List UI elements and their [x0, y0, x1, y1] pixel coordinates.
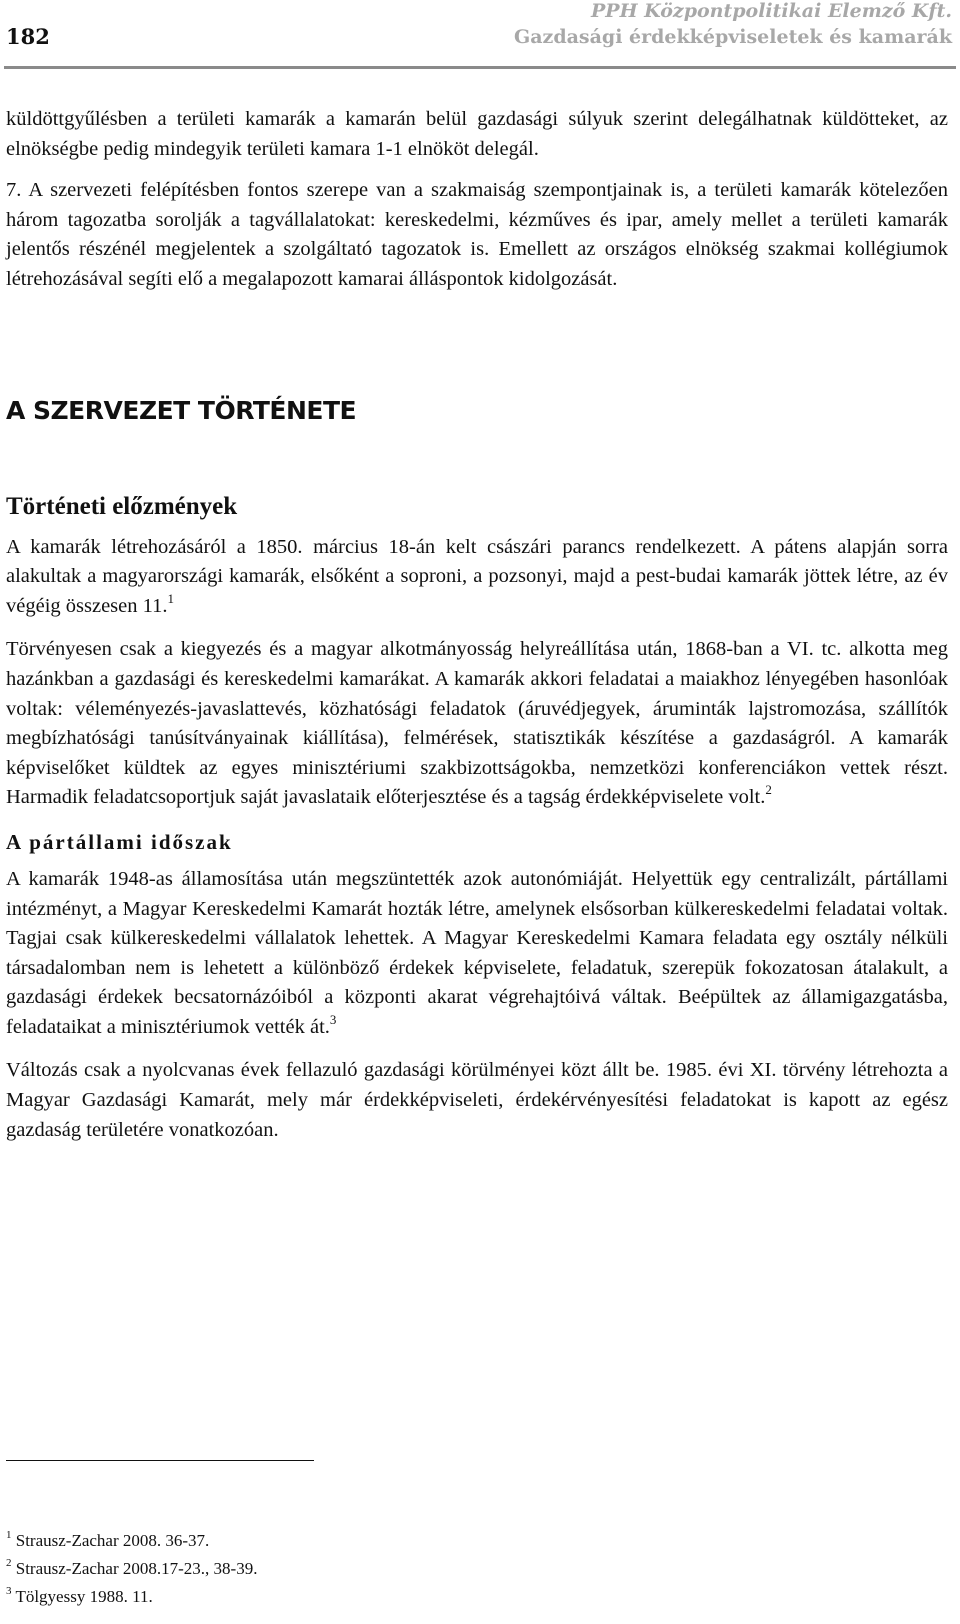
page-number: 182	[6, 24, 50, 49]
subsection-title: Történeti előzmények	[6, 492, 238, 520]
footnote-number: 3	[6, 1585, 12, 1597]
running-title: Gazdasági érdekképviseletek és kamarák	[514, 26, 952, 48]
paragraph-text: A kamarák 1948-as államosítása után megszüntették azok autonómiáját. Helyettük egy centralizált, pártállami intézményt, a Magyar Kereskedelmi Kamarát hozták létre, amelynek elsősorban külkereskedelmi feladatai voltak. Tagjai csak külkereskedelmi vállalatok lehettek. A Magyar Kereskedelmi Kamara feladata egy osztály nélküli társadalomban nem is lehetett a különböző érdekek képviselete, feladatuk, szerepük fokozatosan átalakult, a gazdasági érdekek becsatornázóiból a központi akarat végrehajtóivá váltak. Beépültek az államigazgatásba, feladataikat a minisztériumok vették át.	[6, 867, 948, 1038]
footnote-text: Tölgyessy 1988. 11.	[15, 1587, 153, 1606]
footnote-ref: 1	[167, 590, 174, 606]
paragraph: Változás csak a nyolcvanas évek fellazuló gazdasági körülményei közt állt be. 1985. évi XI. törvény létrehozta a Magyar Gazdasági Kamarát, mely már érdekképviseleti, érdekérvényesítési feladatokat is kapott az egész gazdaság területére vonatkozóan.	[6, 1059, 948, 1141]
footnotes	[6, 1460, 606, 1611]
paragraph	[6, 865, 948, 1043]
paragraph	[6, 635, 948, 813]
publisher-name: PPH Központpolitikai Elemző Kft.	[591, 0, 952, 22]
footnote	[6, 1583, 606, 1611]
subsection-title: A pártállami időszak	[6, 829, 233, 854]
footnote-ref: 3	[329, 1011, 337, 1027]
paragraph: küldöttgyűlésben a területi kamarák a kamarán belül gazdasági súlyuk szerint delegálhatnak küldötteket, az elnökségbe pedig mindegyik területi kamara 1-1 elnököt delegál.	[6, 108, 948, 160]
section-title: A SZERVEZET TÖRTÉNETE	[6, 395, 357, 425]
paragraph: 7. A szervezeti felépítésben fontos szerepe van a szakmaiság szempontjainak is, a területi kamarák kötelezően három tagozatba sorolják a tagvállalatokat: kereskedelmi, kézműves és ipar, amely mellet a területi kamarák jelentős részénél megjelentek a szolgáltató tagozatok is. Emellett az országos elnökség szakmai kollégiumok létrehozásával segíti elő a megalapozott kamarai álláspontok kidolgozását.	[6, 179, 948, 290]
paragraph	[6, 533, 948, 622]
footnote-ref: 2	[765, 782, 772, 798]
body-text	[6, 105, 948, 1145]
footnote-number: 2	[6, 1557, 12, 1569]
footnote-text: Strausz-Zachar 2008.17-23., 38-39.	[15, 1559, 258, 1578]
footnote	[6, 1555, 606, 1583]
footnote-rule	[6, 1460, 314, 1461]
footnote-text: Strausz-Zachar 2008. 36-37.	[15, 1531, 210, 1550]
page-header	[4, 0, 956, 72]
header-rule	[4, 66, 956, 69]
paragraph-text: Törvényesen csak a kiegyezés és a magyar alkotmányosság helyreállítása után, 1868-ban a VI. tc. alkotta meg hazánkban a gazdasági és kereskedelmi kamarákat. A kamarák akkori feladatai a maiakhoz lényegében hasonlóak voltak: véleményezés-javaslattevés, közhatósági feladatok (áruvédjegyek, áruminták lajstromozása, szállítók megbízhatósági tanúsítványainak kiállítása), felmérések, statisztikák készítése a gazdaságról. A kamarák képviselőket küldtek az egyes minisztériumi szakbizottságokba, nemzetközi konferenciákon vettek részt. Harmadik feladatcsoportjuk saját javaslataik előterjesztése és a tagság érdekképviselete volt.	[6, 638, 948, 809]
footnote	[6, 1527, 606, 1555]
footnote-number: 1	[6, 1529, 12, 1541]
paragraph-text: A kamarák létrehozásáról a 1850. március 18-án kelt császári parancs rendelkezett. A pátens alapján sorra alakultak a magyarországi kamarák, elsőként a soproni, a pozsonyi, majd a pest-budai kamarák jöttek létre, az év végéig összesen 11.	[6, 535, 948, 617]
